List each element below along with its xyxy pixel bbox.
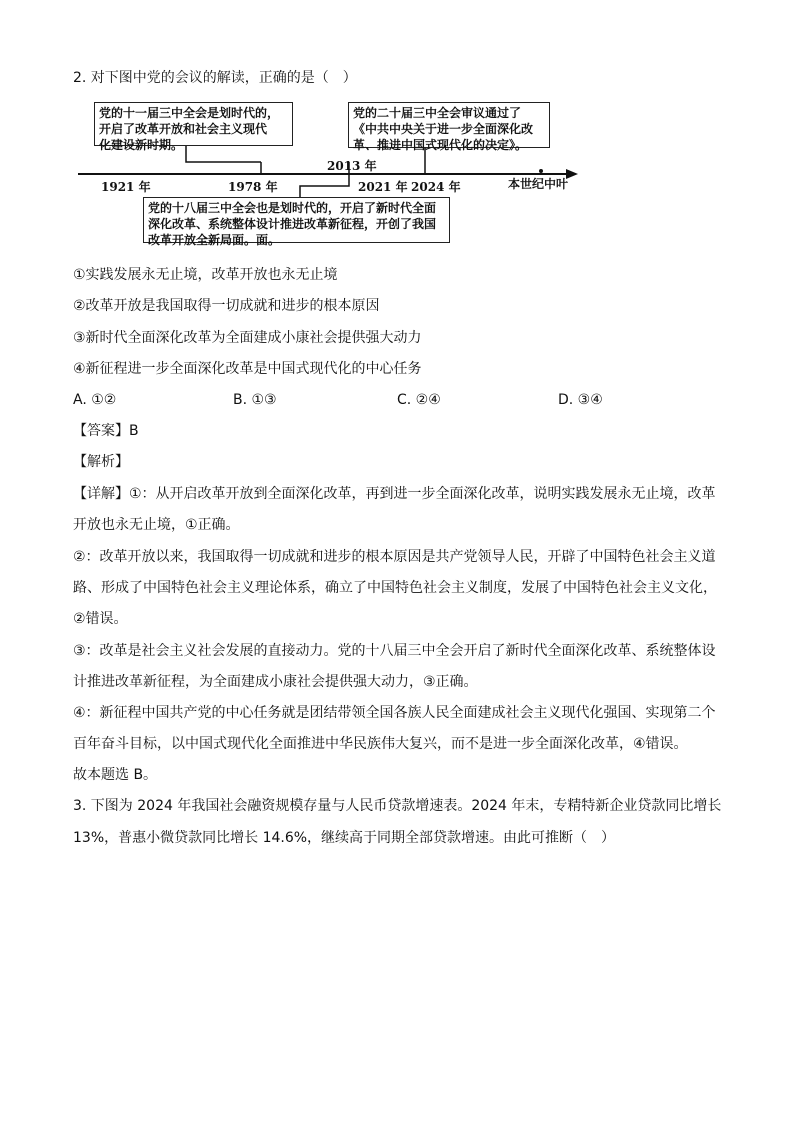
box1-line2: 开启了改革开放和社会主义现代	[99, 122, 268, 136]
box3-line3: 改革开放全新局面。面。	[148, 233, 281, 247]
box1-line3: 化建设新时期。	[99, 138, 184, 152]
option-d: D. ③④	[558, 392, 603, 408]
timeline-box-2024	[348, 102, 550, 152]
timeline-box-1978	[94, 102, 293, 152]
statement-1: ①实践发展永无止境，改革开放也永无止境	[73, 267, 338, 283]
detail-line-4: 路、形成了中国特色社会主义理论体系，确立了中国特色社会主义制度，发展了中国特色社会主义文化，	[73, 580, 717, 596]
year-1921: 1921 年	[101, 180, 151, 194]
year-2013: 2013 年	[327, 159, 377, 173]
answer: 【答案】B	[73, 423, 139, 439]
box3-line2: 深化改革、系统整体设计推进改革新征程，开创了我国	[148, 217, 437, 231]
detail-line-3: ②：改革开放以来，我国取得一切成就和进步的根本原因是共产党领导人民，开辟了中国特色社会主义道	[73, 549, 716, 565]
statement-3: ③新时代全面深化改革为全面建成小康社会提供强大动力	[73, 330, 422, 346]
detail-line-6: ③：改革是社会主义社会发展的直接动力。党的十八届三中全会开启了新时代全面深化改革、系统整体设	[73, 643, 716, 659]
year-mid-century: 本世纪中叶	[508, 177, 569, 191]
connector-box3	[300, 174, 349, 198]
detail-line-7: 计推进改革新征程，为全面建成小康社会提供强大动力，③正确。	[73, 674, 478, 690]
analysis-label: 【解析】	[73, 454, 129, 470]
box1-line1: 党的十一届三中全会是划时代的，	[99, 106, 280, 120]
option-b: B. ①③	[233, 392, 277, 408]
option-a: A. ①②	[73, 392, 117, 408]
detail-line-1: 【详解】①：从开启改革开放到全面深化改革，再到进一步全面深化改革，说明实践发展永无止境，改革	[73, 486, 716, 502]
detail-line-9: 百年奋斗目标，以中国式现代化全面推进中华民族伟大复兴，而不是进一步全面深化改革，④错误。	[73, 736, 688, 752]
statement-4: ④新征程进一步全面深化改革是中国式现代化的中心任务	[73, 361, 422, 377]
question-3-stem-line2: 13%，普惠小微贷款同比增长 14.6%，继续高于同期全部贷款增速。由此可推断（ ）	[73, 830, 616, 846]
detail-line-5: ②错误。	[73, 611, 128, 627]
question-3-stem-line1: 3. 下图为 2024 年我国社会融资规模存量与人民币贷款增速表。2024 年末，专精特新企业贷款同比增长	[73, 798, 722, 814]
year-2024: 2024 年	[411, 180, 461, 194]
detail-line-10: 故本题选 B。	[73, 767, 158, 783]
box2-line1: 党的二十届三中全会审议通过了	[353, 106, 522, 120]
box3-line1: 党的十八届三中全会也是划时代的，开启了新时代全面	[148, 201, 437, 215]
box2-line3: 革、推进中国式现代化的决定》。	[353, 138, 528, 152]
timeline-box-2013	[143, 197, 450, 247]
option-c: C. ②④	[397, 392, 441, 408]
detail-line-8: ④：新征程中国共产党的中心任务就是团结带领全国各族人民全面建成社会主义现代化强国、实现第二个	[73, 705, 716, 721]
box2-line2: 《中共中央关于进一步全面深化改	[353, 122, 534, 136]
statement-2: ②改革开放是我国取得一切成就和进步的根本原因	[73, 298, 380, 314]
timeline-dot	[539, 169, 543, 173]
year-1978: 1978 年	[228, 180, 278, 194]
year-2021: 2021 年	[358, 180, 408, 194]
detail-line-2: 开放也永无止境，①正确。	[73, 517, 240, 533]
question-2-stem: 2. 对下图中党的会议的解读，正确的是（ ）	[73, 70, 357, 86]
